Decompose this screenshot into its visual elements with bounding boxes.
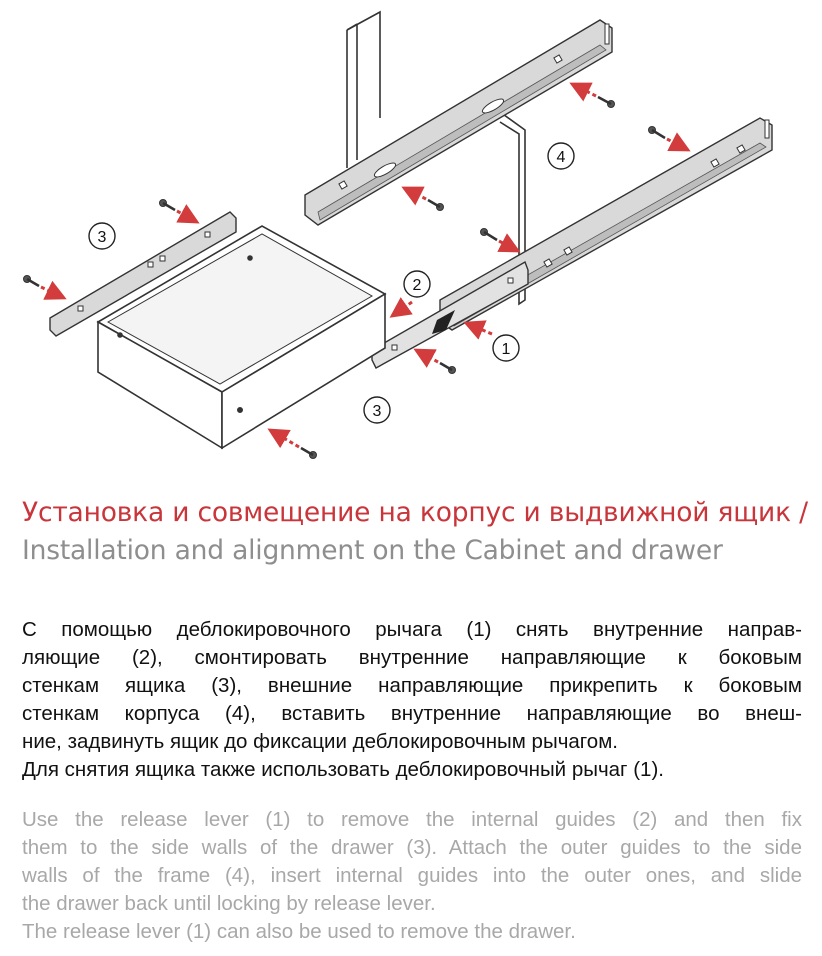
instructions-ru-line: стенкам ящика (3), внешние направляющие прикрепить к боковым [22, 674, 802, 697]
title-ru: Установка и совмещение на корпус и выдвижной ящик / [22, 497, 808, 528]
installation-diagram [0, 0, 822, 470]
instructions-en-line: The release lever (1) can also be used to remove the drawer. [22, 920, 576, 943]
outer-guide-rear [305, 20, 612, 225]
callout-4 [548, 143, 574, 169]
callout-3-drawer-guide [89, 223, 115, 249]
instructions-ru-line: С помощью деблокировочного рычага (1) снять внутренние направ- [22, 618, 802, 641]
callout-3-drawer [364, 397, 390, 423]
callout-2 [404, 271, 430, 297]
instructions-ru-line: ние, задвинуть ящик до фиксации деблокировочным рычагом. [22, 730, 618, 753]
instructions-ru-line: ляющие (2), смонтировать внутренние направляющие к боковым [22, 646, 802, 669]
callout-1-label: 1 [501, 341, 511, 358]
callout-2-label: 2 [412, 277, 422, 294]
instructions-ru [22, 616, 802, 784]
instructions-en-line: the drawer back until locking by release lever. [22, 892, 436, 915]
callout-4-label: 4 [556, 149, 566, 166]
instructions-en-line: walls of the frame (4), insert internal guides into the outer ones, and slide [22, 864, 802, 887]
instructions-ru-line: Для снятия ящика также использовать деблокировочный рычаг (1). [22, 758, 664, 781]
title-en: Installation and alignment on the Cabinet and drawer [22, 535, 723, 566]
drawer-box [98, 226, 385, 448]
instructions-en-line: Use the release lever (1) to remove the internal guides (2) and then fix [22, 808, 802, 831]
instructions-en [22, 806, 802, 946]
instructions-ru-line: стенкам корпуса (4), вставить внутренние направляющие во внеш- [22, 702, 802, 725]
callout-3-label: 3 [97, 229, 107, 246]
instructions-en-line: them to the side walls of the drawer (3). Attach the outer guides to the side [22, 836, 802, 859]
callout-3b-label: 3 [372, 403, 382, 420]
callout-1 [493, 335, 519, 361]
